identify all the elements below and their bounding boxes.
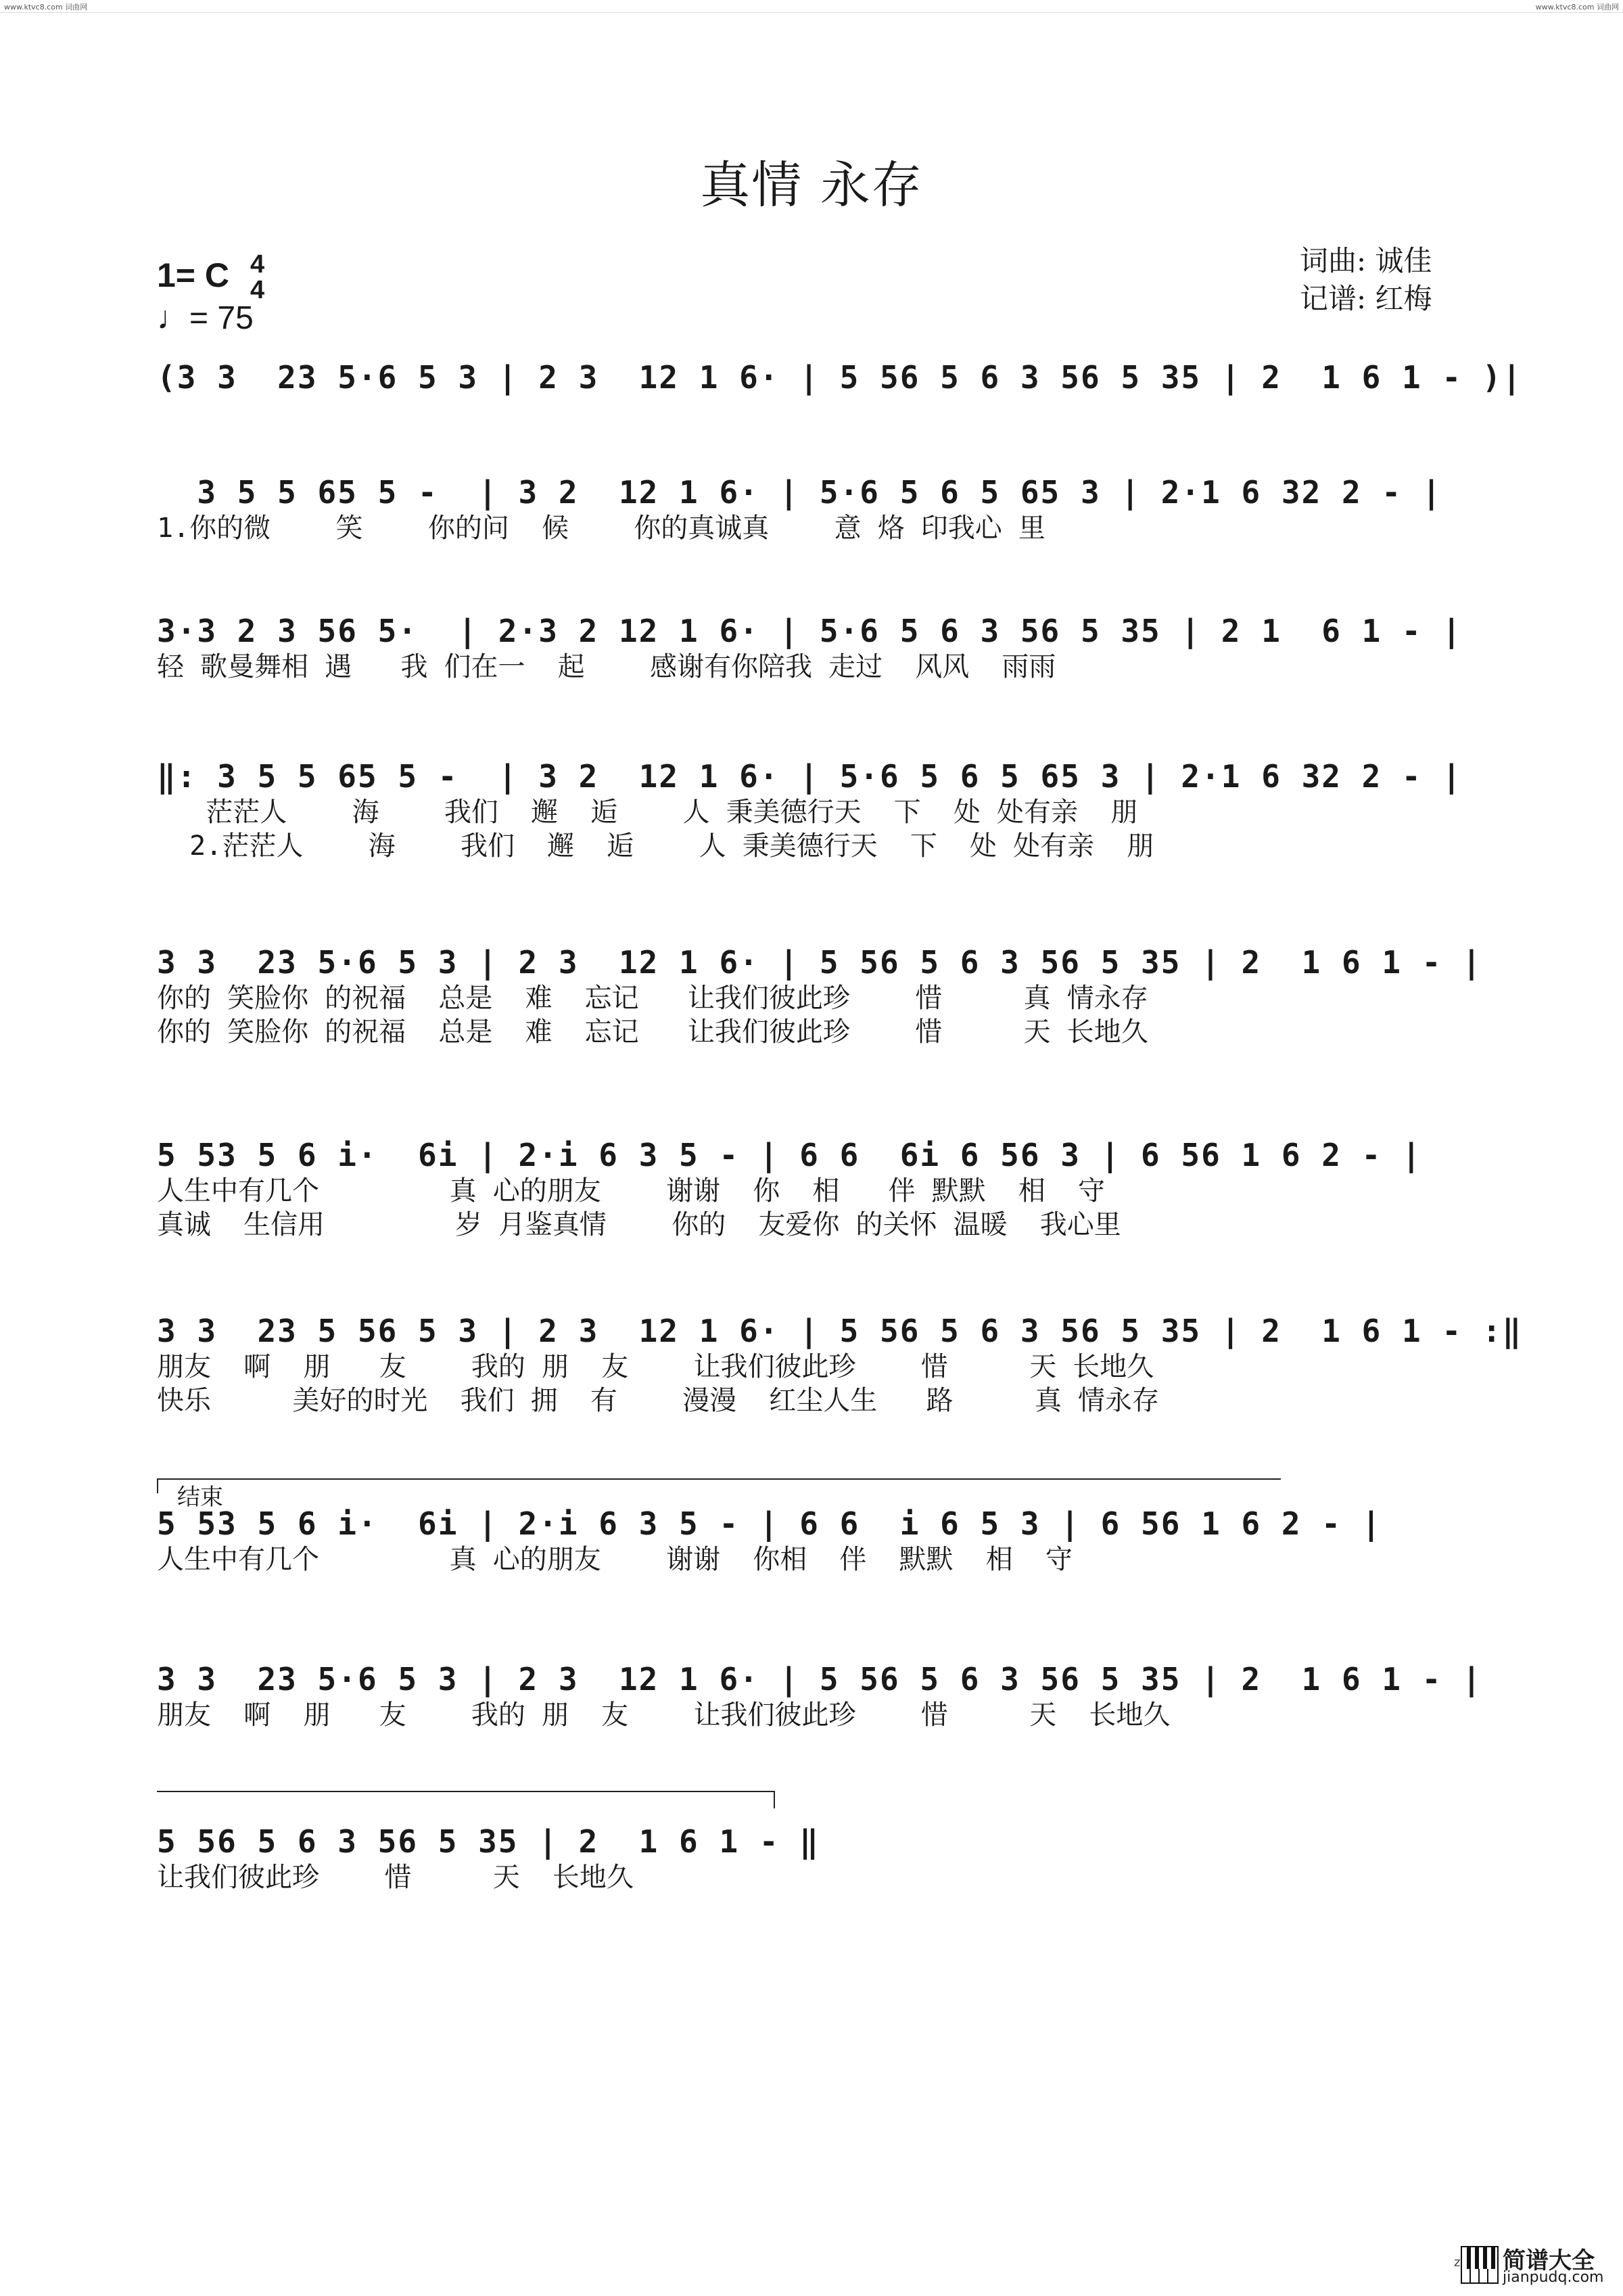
notation-row: 3 3 23 5·6 5 3 | 2 3 12 1 6· | 5 56 5 6 3 56 5 35 | 2 1 6 1 - | (157, 1661, 1482, 1697)
logo-url: jianpudq.com (1503, 2269, 1604, 2286)
final-ending-bracket (157, 1791, 775, 1808)
notation-row: 3·3 2 3 56 5· | 2·3 2 12 1 6· | 5·6 5 6 3 56 5 35 | 2 1 6 1 - | (157, 613, 1463, 649)
credits (1300, 242, 1432, 318)
notation-row: 5 56 5 6 3 56 5 35 | 2 1 6 1 - ‖ (157, 1823, 820, 1860)
lyric-row: 1.你的微 笑 你的问 候 你的真诚真 意 烙 印我心 里 (157, 513, 1045, 544)
ending-label: 结束 (177, 1484, 223, 1511)
lyric-row: 真诚 生信用 岁 月鉴真情 你的 友爱你 的关怀 温暖 我心里 (157, 1209, 1121, 1240)
lyric-row: 让我们彼此珍 惜 天 长地久 (157, 1862, 634, 1893)
song-title: 真情 永存 (700, 156, 923, 214)
score-line (157, 612, 1462, 684)
score-line (157, 757, 1462, 863)
score-line (157, 943, 1482, 1049)
score-line (157, 473, 1442, 545)
notation-row: 3 3 23 5 56 5 3 | 2 3 12 1 6· | 5 56 5 6 3 56 5 35 | 2 1 6 1 - :‖ (157, 1313, 1523, 1349)
key-signature: 1= C (157, 256, 230, 294)
lyric-row: 快乐 美好的时光 我们 拥 有 漫漫 红尘人生 路 真 情永存 (157, 1385, 1160, 1416)
lyric-row: 人生中有几个 真 心的朋友 谢谢 你 相 伴 默默 相 守 (157, 1175, 1106, 1206)
notation-row: 5 53 5 6 i· 6i | 2·i 6 3 5 - | 6 6 6i 6 56 3 | 6 56 1 6 2 - | (157, 1137, 1422, 1173)
time-signature-bottom: 4 (250, 276, 265, 304)
time-signature (250, 252, 264, 303)
credit-lyrics-music: 词曲: 诚佳 (1300, 244, 1432, 277)
lyric-row: 朋友 啊 朋 友 我的 朋 友 让我们彼此珍 惜 天 长地久 (157, 1351, 1154, 1382)
page-mark: z (1454, 2255, 1461, 2270)
site-logo[interactable] (1461, 2242, 1614, 2289)
time-signature-top: 4 (250, 250, 265, 279)
score-line (157, 1823, 820, 1894)
notation-row: (3 3 23 5·6 5 3 | 2 3 12 1 6· | 5 56 5 6 3 56 5 35 | 2 1 6 1 - )| (157, 359, 1523, 396)
lyric-row: 你的 笑脸你 的祝福 总是 难 忘记 让我们彼此珍 惜 真 情永存 (157, 983, 1148, 1014)
notation-row: 3 5 5 65 5 - | 3 2 12 1 6· | 5·6 5 6 5 65 3 | 2·1 6 32 2 - | (157, 474, 1442, 511)
lyric-row: 茫茫人 海 我们 邂 逅 人 秉美德行天 下 处 处有亲 朋 (157, 797, 1138, 828)
score-line (157, 1136, 1422, 1242)
lyric-row: 2.茫茫人 海 我们 邂 逅 人 秉美德行天 下 处 处有亲 朋 (157, 830, 1154, 862)
tempo-marking: ♩= 75 (157, 300, 254, 336)
piano-keys-icon (1461, 2246, 1499, 2284)
score-line (157, 358, 1522, 396)
logo-text: 简谱大全 (1503, 2247, 1595, 2274)
notation-row: 3 3 23 5·6 5 3 | 2 3 12 1 6· | 5 56 5 6 3 56 5 35 | 2 1 6 1 - | (157, 944, 1482, 981)
lyric-row: 朋友 啊 朋 友 我的 朋 友 让我们彼此珍 惜 天 长地久 (157, 1700, 1171, 1731)
score-line (157, 1505, 1382, 1576)
header-divider (0, 12, 1623, 13)
lyric-row: 人生中有几个 真 心的朋友 谢谢 你相 伴 默默 相 守 (157, 1544, 1073, 1575)
notation-row: ‖: 3 5 5 65 5 - | 3 2 12 1 6· | 5·6 5 6 5 65 3 | 2·1 6 32 2 - | (157, 758, 1463, 795)
score-line (157, 1312, 1522, 1418)
header-site-link-left[interactable]: www.ktvc8.com 词曲网 (4, 3, 88, 11)
header-site-link-right[interactable]: www.ktvc8.com 词曲网 (1535, 3, 1619, 11)
lyric-row: 你的 笑脸你 的祝福 总是 难 忘记 让我们彼此珍 惜 天 长地久 (157, 1016, 1148, 1048)
notation-row: 5 53 5 6 i· 6i | 2·i 6 3 5 - | 6 6 i 6 5 3 | 6 56 1 6 2 - | (157, 1505, 1382, 1542)
credit-transcriber: 记谱: 红梅 (1300, 282, 1432, 315)
lyric-row: 轻 歌曼舞相 遇 我 们在一 起 感谢有你陪我 走过 风风 雨雨 (157, 651, 1056, 682)
score-line (157, 1660, 1482, 1732)
ending-bracket (157, 1478, 1281, 1493)
